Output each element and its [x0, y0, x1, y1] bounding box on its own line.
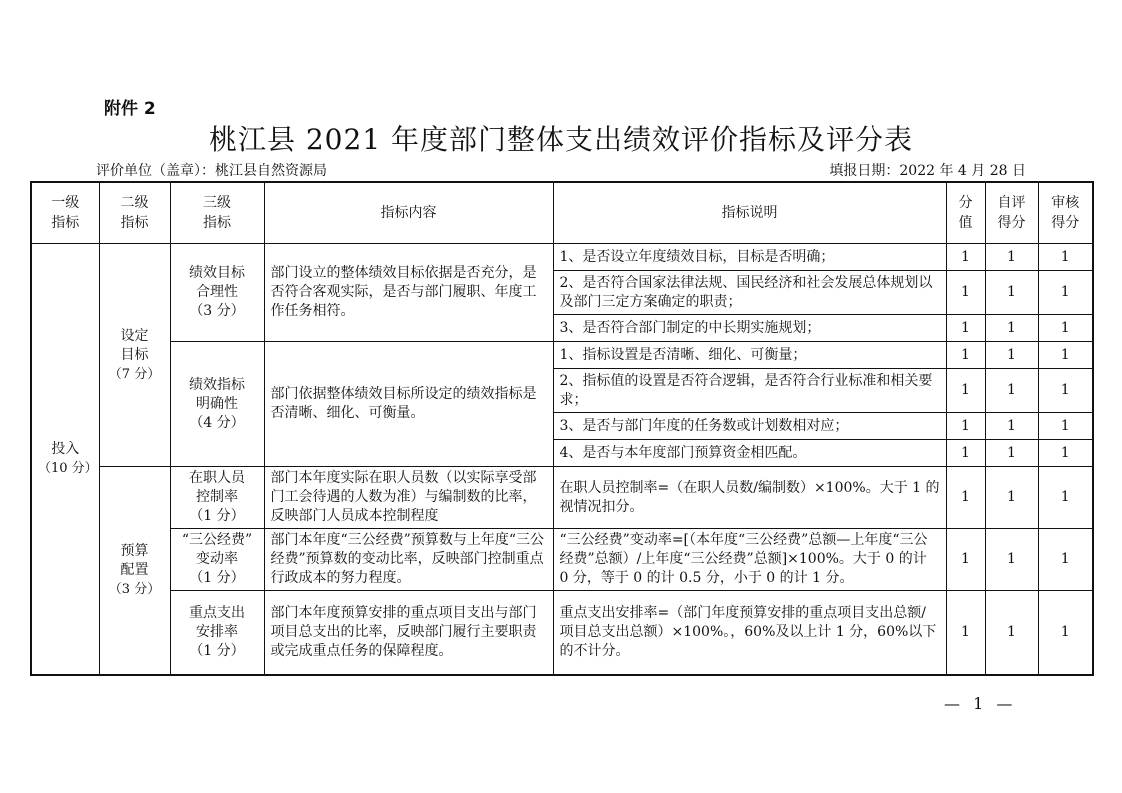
explanation-i2: 2、指标值的设置是否符合逻辑，是否符合行业标准和相关要求；: [553, 369, 946, 413]
table-row: [31, 467, 1093, 529]
header-explanation: 指标说明: [553, 182, 946, 244]
score-cell: 1: [946, 271, 985, 315]
audit-score-cell: 1: [1038, 467, 1093, 529]
self-score-cell: 1: [985, 529, 1038, 591]
level3-three-public: “三公经费” 变动率 （1 分）: [170, 529, 264, 591]
score-cell: 1: [946, 342, 985, 369]
score-cell: 1: [946, 413, 985, 440]
explanation-key-spending: 重点支出安排率=（部门年度预算安排的重点项目支出总额/项目总支出总额）×100%。，60%及以上计 1 分，60%以下的不计分。: [553, 591, 946, 675]
level3-key-spending: 重点支出 安排率 （1 分）: [170, 591, 264, 675]
level1-cell: 投入 （10 分）: [31, 244, 99, 675]
header-level2: 二级 指标: [99, 182, 170, 244]
self-score-cell: 1: [985, 413, 1038, 440]
explanation-staff-control: 在职人员控制率=（在职人员数/编制数）×100%。大于 1 的视情况扣分。: [553, 467, 946, 529]
level3-indicator-clarity: 绩效指标 明确性 （4 分）: [170, 342, 264, 467]
explanation-i3: 3、是否与部门年度的任务数或计划数相对应；: [553, 413, 946, 440]
audit-score-cell: 1: [1038, 529, 1093, 591]
score-cell: 1: [946, 315, 985, 342]
table-row: [31, 529, 1093, 591]
audit-score-cell: 1: [1038, 369, 1093, 413]
header-level3: 三级 指标: [170, 182, 264, 244]
content-staff-control: 部门本年度实际在职人员数（以实际享受部门工会待遇的人数为准）与编制数的比率，反映部门人员成本控制程度: [264, 467, 553, 529]
content-three-public: 部门本年度“三公经费”预算数与上年度“三公经费”预算数的变动比率，反映部门控制重点行政成本的努力程度。: [264, 529, 553, 591]
explanation-three-public: “三公经费”变动率=[（本年度“三公经费”总额—上年度“三公经费”总额）/上年度“三公经费”总额]×100%。大于 0 的计 0 分，等于 0 的计 0.5 分，小于 0 的计 1 分。: [553, 529, 946, 591]
self-score-cell: 1: [985, 369, 1038, 413]
report-date: 填报日期：2022 年 4 月 28 日: [829, 163, 1026, 179]
page-number: — 1 —: [944, 694, 1017, 713]
page-title: 桃江县 2021 年度部门整体支出绩效评价指标及评分表: [208, 123, 914, 156]
table-row: [31, 244, 1093, 271]
self-score-cell: 1: [985, 271, 1038, 315]
header-self-score: 自评 得分: [985, 182, 1038, 244]
header-level1: 一级 指标: [31, 182, 99, 244]
score-cell: 1: [946, 467, 985, 529]
level3-goal-rationality: 绩效目标 合理性 （3 分）: [170, 244, 264, 342]
evaluator-unit: 评价单位（盖章）：桃江县自然资源局: [96, 163, 327, 179]
header-audit-score: 审核 得分: [1038, 182, 1093, 244]
header-score: 分 值: [946, 182, 985, 244]
explanation-g2: 2、是否符合国家法律法规、国民经济和社会发展总体规划以及部门三定方案确定的职责；: [553, 271, 946, 315]
table-row: [31, 342, 1093, 369]
header-row: [31, 182, 1093, 244]
content-indicator-clarity: 部门依据整体绩效目标所设定的绩效指标是否清晰、细化、可衡量。: [264, 342, 553, 467]
audit-score-cell: 1: [1038, 591, 1093, 675]
attachment-label: 附件 2: [104, 99, 156, 119]
content-key-spending: 部门本年度预算安排的重点项目支出与部门项目总支出的比率，反映部门履行主要职责或完成重点任务的保障程度。: [264, 591, 553, 675]
self-score-cell: 1: [985, 315, 1038, 342]
explanation-g3: 3、是否符合部门制定的中长期实施规划；: [553, 315, 946, 342]
content-goal-rationality: 部门设立的整体绩效目标依据是否充分，是否符合客观实际，是否与部门履职、年度工作任务相符。: [264, 244, 553, 342]
self-score-cell: 1: [985, 440, 1038, 467]
self-score-cell: 1: [985, 244, 1038, 271]
score-cell: 1: [946, 244, 985, 271]
explanation-i1: 1、指标设置是否清晰、细化、可衡量；: [553, 342, 946, 369]
score-cell: 1: [946, 369, 985, 413]
score-cell: 1: [946, 591, 985, 675]
self-score-cell: 1: [985, 342, 1038, 369]
level2-target-cell: 设定 目标 （7 分）: [99, 244, 170, 467]
self-score-cell: 1: [985, 591, 1038, 675]
audit-score-cell: 1: [1038, 413, 1093, 440]
score-cell: 1: [946, 529, 985, 591]
level2-budget-cell: 预算 配置 （3 分）: [99, 467, 170, 675]
audit-score-cell: 1: [1038, 342, 1093, 369]
level3-staff-control: 在职人员 控制率 （1 分）: [170, 467, 264, 529]
header-content: 指标内容: [264, 182, 553, 244]
audit-score-cell: 1: [1038, 315, 1093, 342]
explanation-g1: 1、是否设立年度绩效目标，目标是否明确；: [553, 244, 946, 271]
self-score-cell: 1: [985, 467, 1038, 529]
audit-score-cell: 1: [1038, 244, 1093, 271]
audit-score-cell: 1: [1038, 271, 1093, 315]
audit-score-cell: 1: [1038, 440, 1093, 467]
table-row: [31, 591, 1093, 675]
score-cell: 1: [946, 440, 985, 467]
explanation-i4: 4、是否与本年度部门预算资金相匹配。: [553, 440, 946, 467]
evaluation-table: [30, 181, 1094, 676]
